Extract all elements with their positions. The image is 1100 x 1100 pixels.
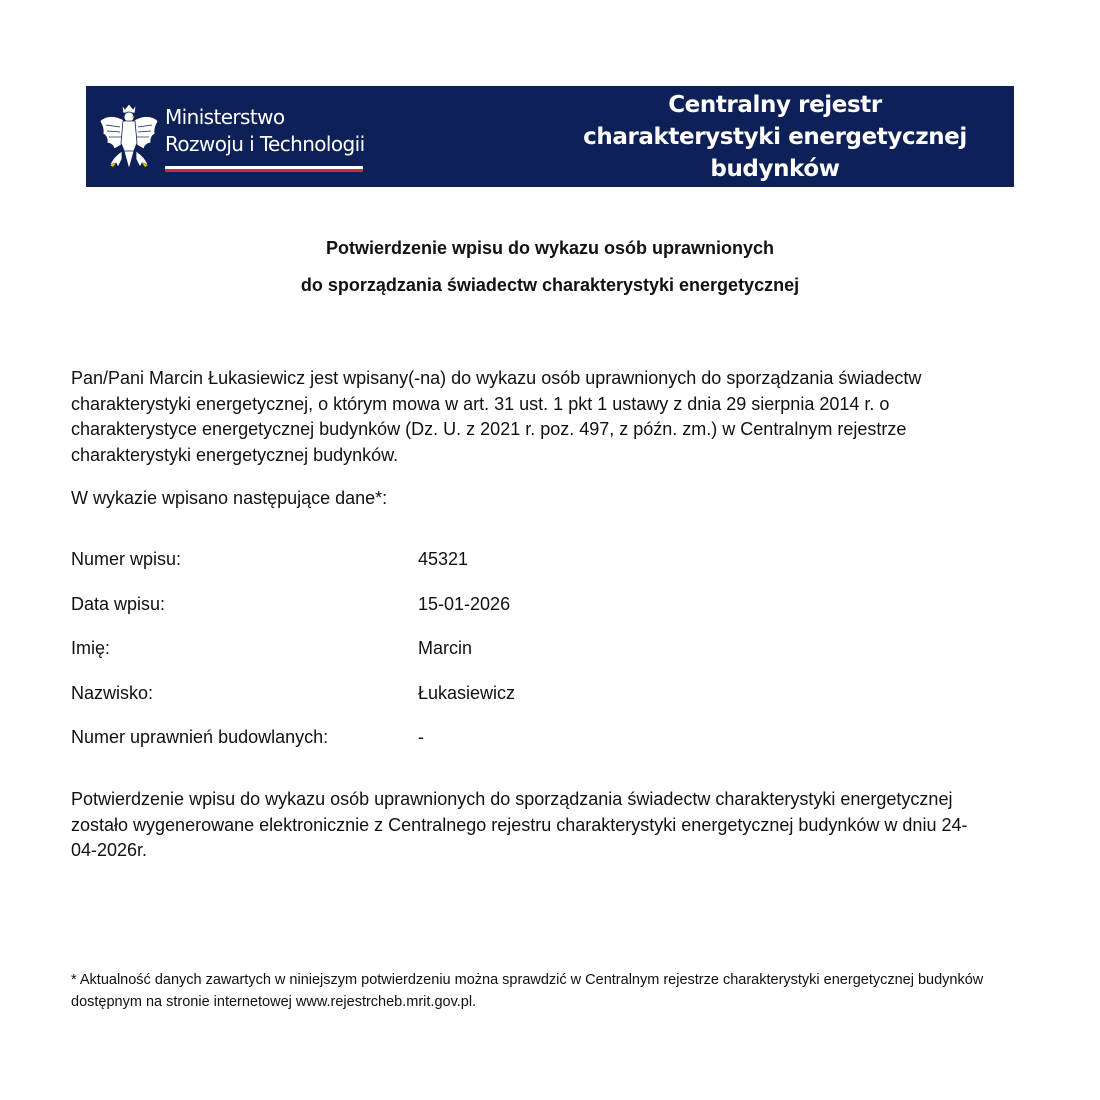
ministry-name: [165, 104, 365, 158]
field-row-license-number: [71, 725, 971, 770]
polish-eagle-icon: [98, 101, 160, 173]
field-row-entry-date: [71, 592, 971, 637]
field-value: -: [418, 727, 424, 747]
field-value: 15-01-2026: [418, 593, 511, 614]
field-label: Nazwisko:: [71, 682, 154, 703]
header-banner: [86, 86, 1014, 187]
registry-title: [556, 89, 994, 185]
footnote: * Aktualność danych zawartych w niniejszym potwierdzeniu można sprawdzić w Centralnym rejestrze charakterystyki energetycznej budynków dostępnym na stronie internetowej www.rejestrcheb.mrit.gov.pl.: [71, 972, 984, 1010]
field-value: Łukasiewicz: [418, 682, 516, 703]
registry-title-line-1: Centralny rejestr: [668, 92, 882, 118]
generated-note: Potwierdzenie wpisu do wykazu osób uprawnionych do sporządzania świadectw charakterystyki energetycznej zostało wygenerowane elektronicznie z Centralnego rejestru charakterystyki energetycznej budynków w dniu 24-04-2026r.: [71, 789, 968, 860]
intro-paragraph: Pan/Pani Marcin Łukasiewicz jest wpisany(-na) do wykazu osób uprawnionych do sporządzania świadectw charakterystyki energetycznej, o którym mowa w art. 31 ust. 1 pkt 1 ustawy z dnia 29 sierpnia 2014 r. o charakterystyce energetycznej budynków (Dz. U. z 2021 r. poz. 497, z późn. zm.) w Centralnym rejestrze charakterystyki energetycznej budynków.: [71, 368, 922, 465]
field-label: Imię:: [71, 638, 111, 658]
entry-fields: [71, 547, 971, 770]
field-row-first-name: [71, 636, 971, 681]
field-label: Data wpisu:: [71, 593, 166, 614]
field-label: Numer wpisu:: [71, 549, 182, 569]
data-intro: W wykazie wpisano następujące dane*:: [71, 488, 388, 508]
document-title: [0, 230, 1100, 304]
registry-title-line-2: charakterystyki energetycznej: [583, 124, 967, 150]
registry-title-line-3: budynków: [710, 156, 840, 182]
document-title-line-2: do sporządzania świadectw charakterystyki energetycznej: [300, 275, 800, 295]
flag-stripe: [165, 166, 363, 172]
field-row-entry-number: [71, 547, 971, 592]
document-title-line-1: Potwierdzenie wpisu do wykazu osób uprawnionych: [325, 238, 775, 258]
ministry-line-1: Ministerstwo: [165, 105, 285, 129]
field-value: Marcin: [418, 638, 473, 658]
field-label: Numer uprawnień budowlanych:: [71, 727, 329, 747]
field-value: 45321: [418, 549, 469, 569]
field-row-last-name: [71, 681, 971, 726]
ministry-line-2: Rozwoju i Technologii: [165, 132, 365, 156]
